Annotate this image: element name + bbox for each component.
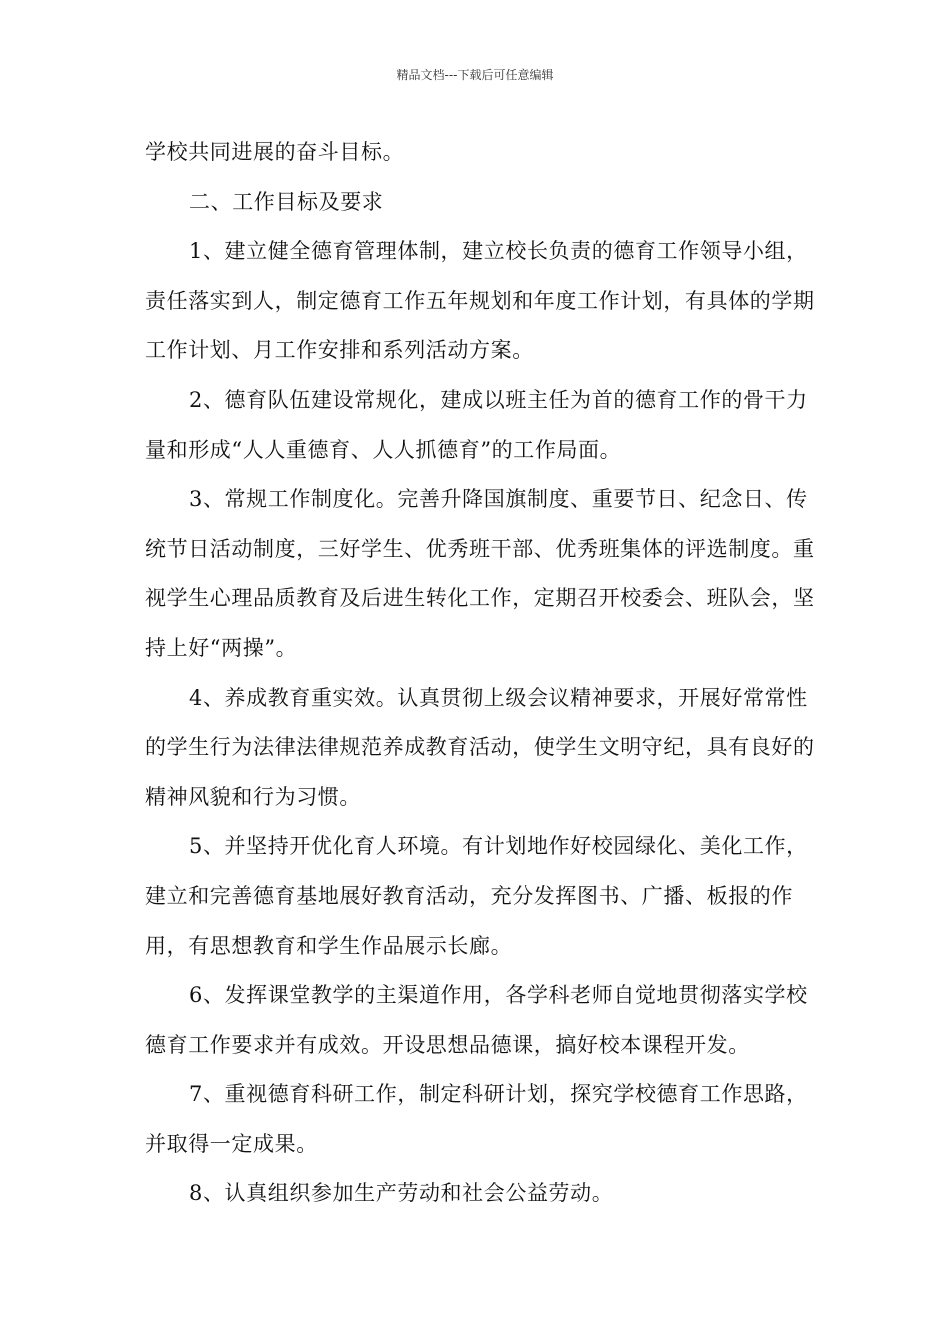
paragraph-item-4: 4、养成教育重实效。认真贯彻上级会议精神要求，开展好常常性的学生行为法律法律规范养成教育活动，使学生文明守纪，具有良好的精神风貌和行为习惯。: [145, 685, 815, 809]
document-body: [145, 128, 815, 1219]
section-heading: 二、工作目标及要求: [189, 189, 384, 214]
paragraph-item-7: 7、重视德育科研工作，制定科研计划，探究学校德育工作思路，并取得一定成果。: [145, 1082, 808, 1156]
paragraph-item-2: 2、德育队伍建设常规化，建成以班主任为首的德育工作的骨干力量和形成“人人重德育、人人抓德育”的工作局面。: [145, 387, 808, 462]
paragraph-item-3: 3、常规工作制度化。完善升降国旗制度、重要节日、纪念日、传统节日活动制度，三好学生、优秀班干部、优秀班集体的评选制度。重视学生心理品质教育及后进生转化工作，定期召开校委会、班队会，坚持上好“两操”。: [145, 487, 815, 660]
paragraph-item-6: 6、发挥课堂教学的主渠道作用，各学科老师自觉地贯彻落实学校德育工作要求并有成效。开设思想品德课，搞好校本课程开发。: [145, 983, 808, 1057]
paragraph-item-5: 5、并坚持开优化育人环境。有计划地作好校园绿化、美化工作，建立和完善德育基地展好教育活动，充分发挥图书、广播、板报的作用，有思想教育和学生作品展示长廊。: [145, 834, 808, 958]
paragraph-item-1: 1、建立健全德育管理体制，建立校长负责的德育工作领导小组，责任落实到人，制定德育工作五年规划和年度工作计划，有具体的学期工作计划、月工作安排和系列活动方案。: [145, 239, 815, 363]
paragraph-item-8: 8、认真组织参加生产劳动和社会公益劳动。: [189, 1181, 614, 1206]
paragraph-continuation: 学校共同进展的奋斗目标。: [145, 140, 405, 164]
page-header: 精品文档---下载后可任意编辑: [396, 68, 554, 82]
